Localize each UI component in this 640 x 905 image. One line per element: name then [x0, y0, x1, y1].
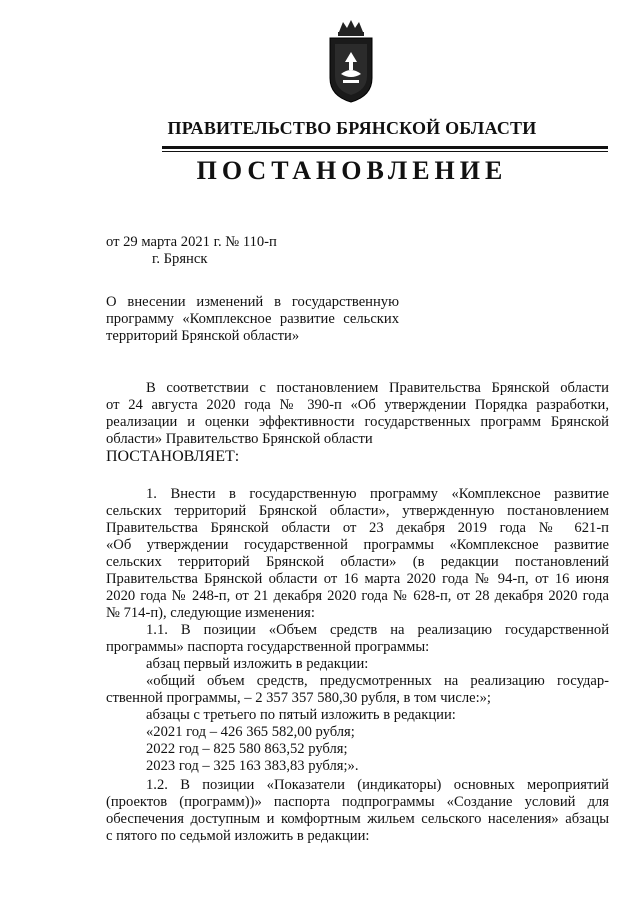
preamble-line: области» Правительство Брянской области	[106, 431, 373, 447]
document-type-title: ПОСТАНОВЛЕНИЕ	[196, 156, 508, 185]
item-1-line: 2020 года № 248-п, от 21 декабря 2020 года № 628-п, от 28 декабря 2020 года	[106, 588, 609, 604]
resolves-heading: ПОСТАНОВЛЯЕТ:	[106, 448, 240, 465]
item-1-1-quote: ственной программы, – 2 357 357 580,30 рубля, в том числе:»;	[106, 690, 491, 706]
item-1-line: сельских территорий Брянской области», утвержденную постановлением	[106, 503, 609, 519]
item-1-line: «Об утверждении государственной программы «Комплексное развитие	[106, 537, 609, 553]
item-1-2-line: обеспечения доступным и комфортным жильем сельского населения» абзацы	[106, 811, 609, 827]
coat-of-arms-icon	[327, 18, 375, 104]
year-amount: «2021 год – 426 365 582,00 рубля;	[146, 724, 355, 740]
item-1-2-line: с пятого по седьмой изложить в редакции:	[106, 828, 370, 844]
item-1-2-line: 1.2. В позиции «Показатели (индикаторы) основных мероприятий	[146, 777, 609, 793]
item-1-1-quote: «общий объем средств, предусмотренных на реализацию государ-	[146, 673, 609, 689]
preamble-line: реализации и оценки эффективности государственных программ Брянской	[106, 414, 609, 430]
preamble-line: В соответствии с постановлением Правительства Брянской области	[146, 380, 609, 396]
item-1-1-intro: абзац первый изложить в редакции:	[146, 656, 369, 672]
preamble-line: от 24 августа 2020 года № 390-п «Об утверждении Порядка разработки,	[106, 397, 609, 413]
item-1-line: Правительства Брянской области от 23 декабря 2019 года № 621-п	[106, 520, 609, 536]
subject-line: О внесении изменений в государственную	[106, 294, 399, 310]
item-1-1-intro-2: абзацы с третьего по пятый изложить в редакции:	[146, 707, 456, 723]
item-1-2-line: (проектов (программ))» паспорта подпрограммы «Создание условий для	[106, 794, 609, 810]
year-amount: 2023 год – 325 163 383,83 рубля;».	[146, 758, 359, 774]
item-1-line: Правительства Брянской области от 16 марта 2020 года № 94-п, от 16 июня	[106, 571, 609, 587]
header-rule-thin	[162, 151, 608, 152]
item-1-1-line: программы» паспорта государственной программы:	[106, 639, 430, 655]
subject-line: программу «Комплексное развитие сельских	[106, 311, 399, 327]
date-number: от 29 марта 2021 г. № 110-п	[106, 234, 277, 250]
header-rule-thick	[162, 146, 608, 149]
city: г. Брянск	[152, 251, 208, 267]
item-1-line: 1. Внести в государственную программу «Комплексное развитие	[146, 486, 609, 502]
item-1-1-line: 1.1. В позиции «Объем средств на реализацию государственной	[146, 622, 609, 638]
item-1-line: сельских территорий Брянской области» (в редакции постановлений	[106, 554, 609, 570]
subject-line: территорий Брянской области»	[106, 328, 300, 344]
item-1-line: № 714-п), следующие изменения:	[106, 605, 315, 621]
year-amount: 2022 год – 825 580 863,52 рубля;	[146, 741, 348, 757]
government-title: ПРАВИТЕЛЬСТВО БРЯНСКОЙ ОБЛАСТИ	[167, 118, 537, 138]
